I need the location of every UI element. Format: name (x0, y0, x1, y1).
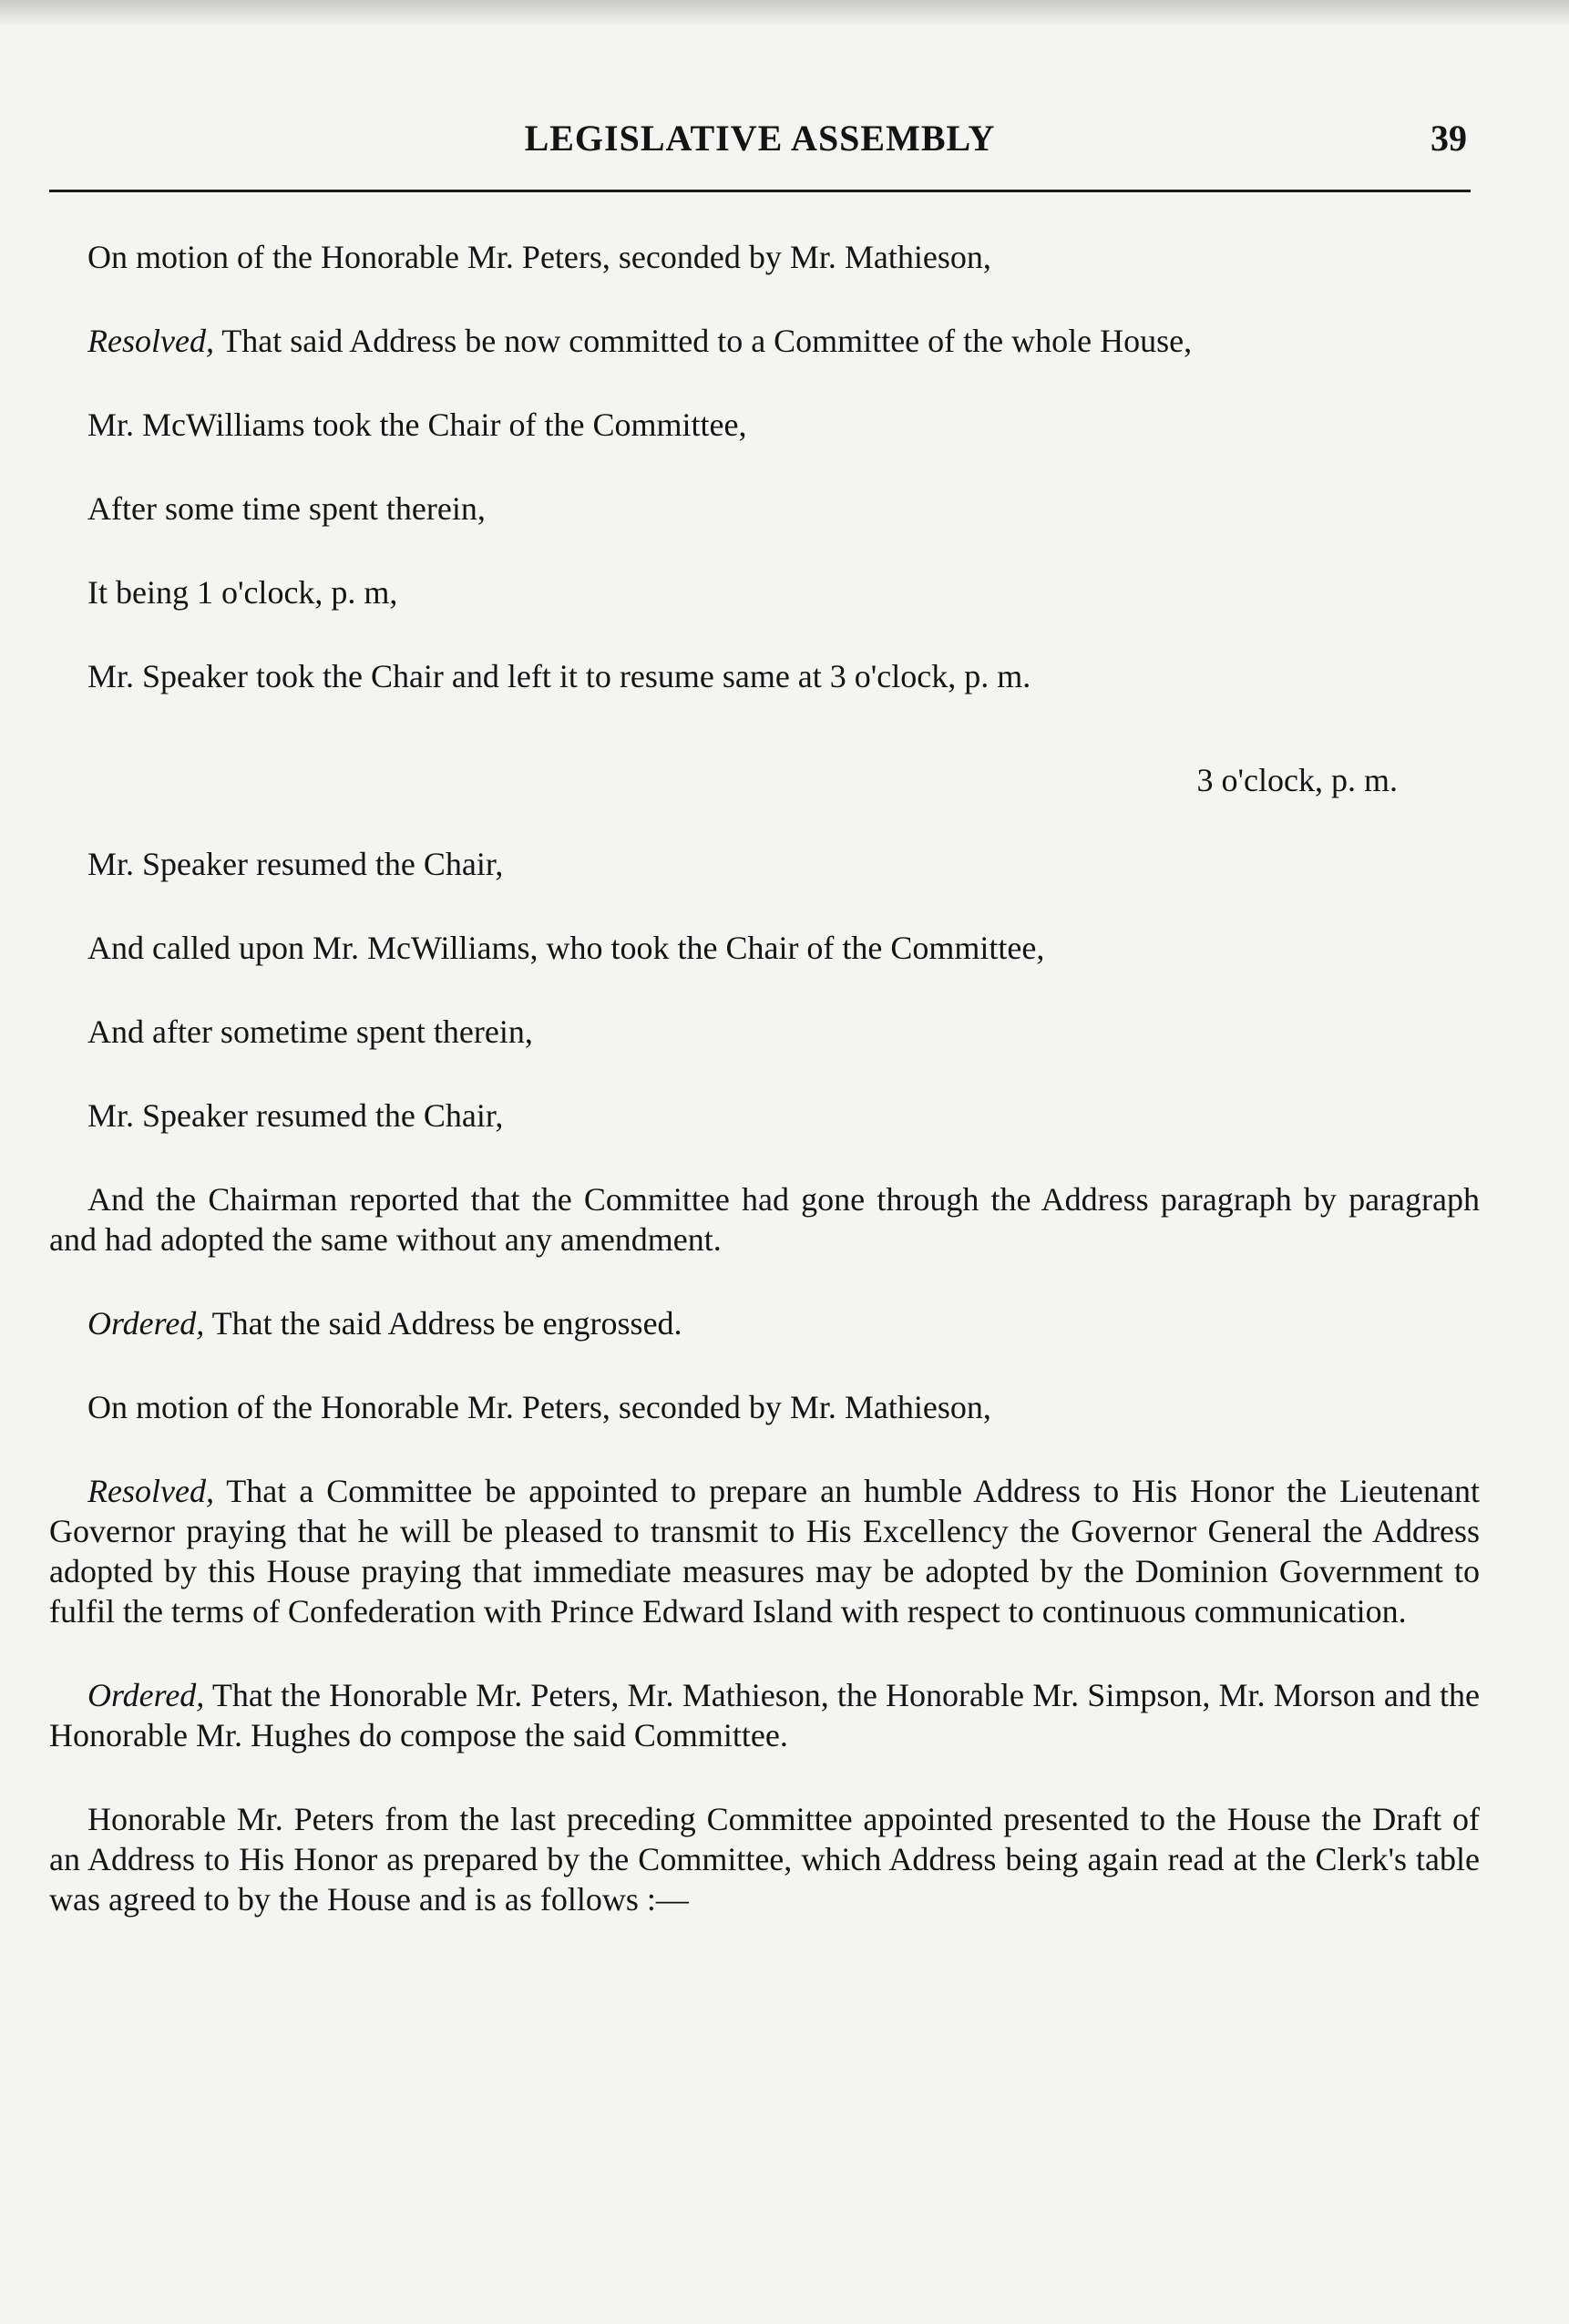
paragraph-speaker-resumed-1 (49, 844, 1480, 884)
paragraph-resolved-1 (49, 321, 1480, 361)
paragraph-text: That said Address be now committed to a Committee of the whole House, (213, 323, 1193, 359)
document-body (49, 237, 1480, 1963)
paragraph-lead: Resolved, (87, 1473, 214, 1509)
paragraph-speaker-left (49, 656, 1480, 696)
paragraph-lead: Resolved, (87, 323, 214, 359)
header-rule (49, 190, 1471, 192)
paragraph-one-oclock (49, 572, 1480, 612)
paragraph-draft-address (49, 1799, 1480, 1919)
paragraph-motion-1 (49, 237, 1480, 277)
paragraph-text: 3 o'clock, p. m. (1196, 762, 1398, 798)
paragraph-chairman-reported (49, 1179, 1480, 1260)
paragraph-text: That the Honorable Mr. Peters, Mr. Mathieson, the Honorable Mr. Simpson, Mr. Morson and the Honorable Mr. Hughes do compose the said Committee. (49, 1677, 1480, 1753)
paragraph-text: Mr. McWilliams took the Chair of the Committee, (87, 406, 747, 443)
paragraph-chair (49, 405, 1480, 445)
paragraph-speaker-resumed-2 (49, 1095, 1480, 1136)
paragraph-text: Mr. Speaker took the Chair and left it to resume same at 3 o'clock, p. m. (87, 658, 1031, 694)
running-title: LEGISLATIVE ASSEMBLY (524, 118, 996, 159)
paragraph-text: And called upon Mr. McWilliams, who took the Chair of the Committee, (87, 930, 1045, 966)
page-header (49, 117, 1471, 162)
paragraph-text: And the Chairman reported that the Committee had gone through the Address paragraph by paragraph and had adopted the same without any amendment. (49, 1181, 1480, 1258)
paragraph-text: That the said Address be engrossed. (204, 1305, 682, 1342)
paragraph-text: After some time spent therein, (87, 490, 486, 527)
paragraph-after-sometime (49, 1012, 1480, 1052)
paragraph-text: And after sometime spent therein, (87, 1013, 533, 1050)
paragraph-ordered-committee (49, 1675, 1480, 1755)
paragraph-resolved-2 (49, 1471, 1480, 1631)
paragraph-text: That a Committee be appointed to prepare an humble Address to His Honor the Lieutenant Governor praying that he will be pleased to transmit to His Excellency the Governor General the Address adopted by this House praying that immediate measures may be adopted by the Dominion Government to fulfil the terms of Confederation with Prince Edward Island with respect to continuous communication. (49, 1473, 1480, 1630)
paragraph-text: Honorable Mr. Peters from the last preceding Committee appointed presented to the House the Draft of an Address to His Honor as prepared by the Committee, which Address being again read at the Clerk's table was agreed to by the House and is as follows :— (49, 1801, 1480, 1918)
paragraph-lead: Ordered, (87, 1677, 205, 1713)
paragraph-time-spent (49, 488, 1480, 529)
paragraph-motion-2 (49, 1387, 1480, 1427)
paragraph-text: Mr. Speaker resumed the Chair, (87, 846, 504, 882)
scan-edge-shadow (0, 0, 1569, 26)
paragraph-text: On motion of the Honorable Mr. Peters, seconded by Mr. Mathieson, (87, 1389, 991, 1425)
paragraph-text: Mr. Speaker resumed the Chair, (87, 1097, 504, 1134)
paragraph-ordered-engrossed (49, 1303, 1480, 1343)
paragraph-text: On motion of the Honorable Mr. Peters, seconded by Mr. Mathieson, (87, 239, 991, 275)
paragraph-lead: Ordered, (87, 1305, 205, 1342)
time-heading (49, 760, 1480, 800)
paragraph-called-upon (49, 928, 1480, 968)
page-number: 39 (1431, 118, 1467, 159)
paragraph-text: It being 1 o'clock, p. m, (87, 574, 398, 611)
